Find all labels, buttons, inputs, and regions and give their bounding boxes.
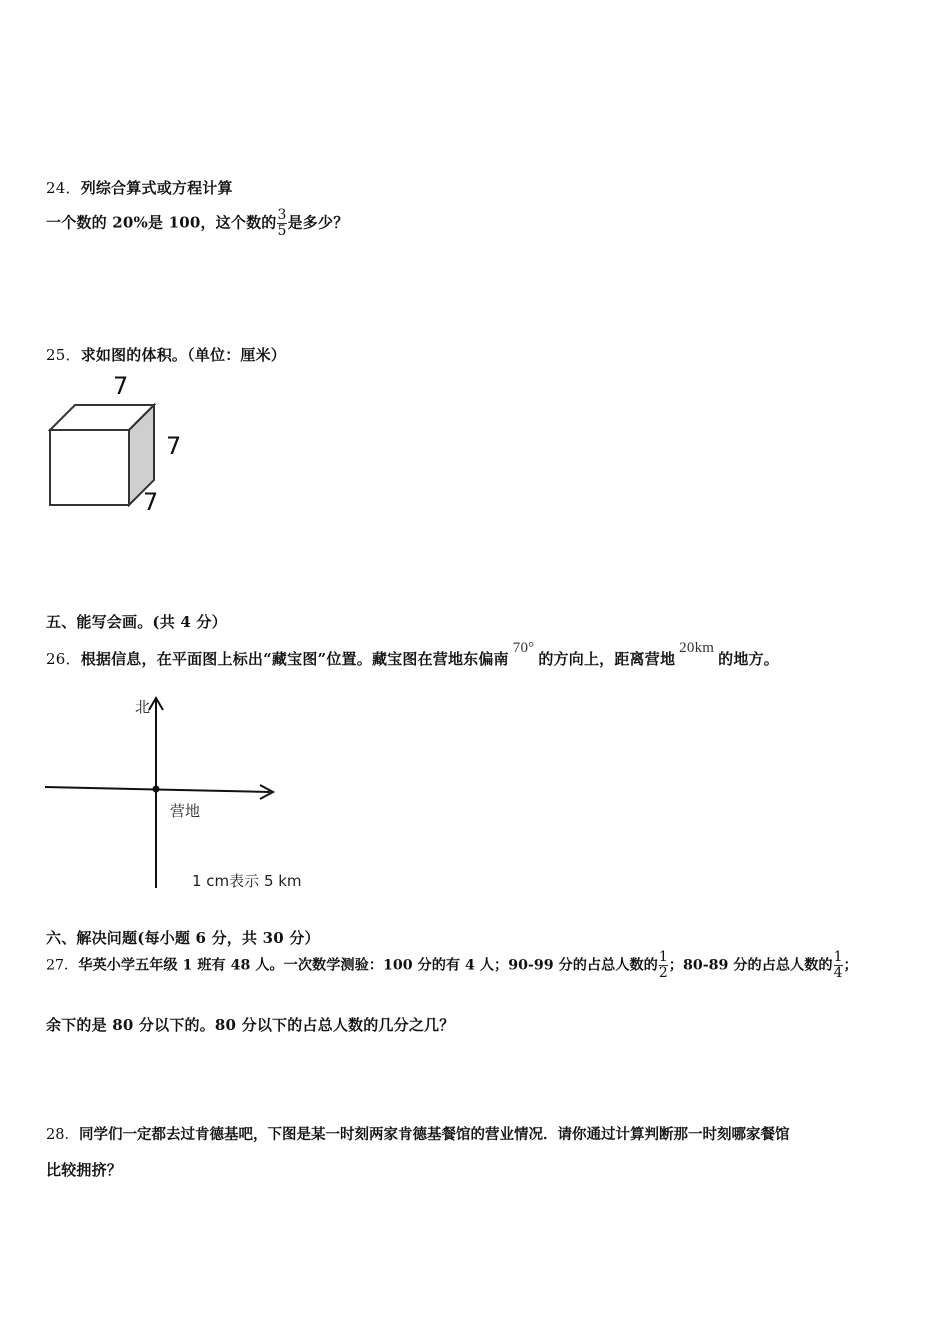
q24-text-b: 是多少？	[287, 213, 349, 232]
q28-text-1: 同学们一定都去过肯德基吧，下图是某一时刻两家肯德基餐馆的营业情况．请你通过计算判断那一时刻哪家餐馆	[78, 1126, 790, 1143]
q24-text-a: 一个数的 20%是 100，这个数的	[46, 213, 277, 232]
q25-title: 求如图的体积。（单位：厘米）	[80, 346, 286, 364]
q27-fraction-2	[834, 950, 843, 981]
q26-text-b: 的方向上，距离营地	[538, 650, 676, 668]
q26-distance: 20km	[679, 640, 715, 656]
camp-label: 营地	[170, 802, 201, 820]
q24-title: 列综合算式或方程计算	[80, 179, 233, 197]
q28-line-2: 比较拥挤？	[46, 1161, 123, 1179]
q26-text-a: 根据信息，在平面图上标出“藏宝图”位置。藏宝图在营地东偏南	[80, 650, 509, 668]
q27-frac2-num: 1	[833, 949, 843, 965]
q27-text-c: ；	[843, 957, 858, 974]
q26-angle: 70°	[512, 640, 535, 656]
cube-figure	[40, 370, 200, 520]
scale-label: 1 cm表示 5 km	[192, 872, 302, 890]
north-label: 北	[134, 698, 150, 716]
q24-fraction	[277, 208, 286, 239]
q27-number: 27．	[46, 957, 79, 974]
q27-text-b: ；80-89 分的占总人数的	[668, 957, 833, 974]
q27-line-2: 余下的是 80 分以下的。80 分以下的占总人数的几分之几？	[46, 1016, 455, 1034]
q28-line-1	[46, 1123, 789, 1144]
camp-point	[153, 786, 160, 793]
q24-frac-num: 3	[277, 207, 287, 223]
q25-number: 25．	[46, 346, 81, 364]
q24-frac-den: 5	[277, 223, 287, 239]
cube-front-face	[50, 430, 129, 505]
compass-map	[40, 690, 320, 900]
section-5-title: 五、能写会画。(共 4 分）	[46, 613, 227, 631]
q27-fraction-1	[659, 950, 668, 981]
cube-edge-right: 7	[166, 432, 182, 460]
q24-heading	[46, 177, 233, 198]
q27-text-a: 华英小学五年级 1 班有 48 人。一次数学测验：100 分的有 4 人；90-99 分的占总人数的	[78, 957, 658, 974]
section-6-title: 六、解决问题(每小题 6 分，共 30 分）	[46, 929, 320, 947]
q27-line-1	[46, 950, 858, 981]
cube-edge-depth: 7	[143, 488, 159, 516]
q27-frac1-den: 2	[658, 965, 668, 981]
q24-number: 24．	[46, 179, 81, 197]
q24-body	[46, 208, 348, 239]
q27-frac1-num: 1	[658, 949, 668, 965]
q28-number: 28．	[46, 1127, 79, 1143]
q27-frac2-den: 4	[833, 965, 843, 981]
q26-number: 26．	[46, 650, 81, 668]
q26-text	[46, 640, 779, 669]
cube-edge-top: 7	[113, 372, 129, 400]
q26-text-c: 的地方。	[718, 650, 779, 668]
q25-heading	[46, 344, 286, 365]
